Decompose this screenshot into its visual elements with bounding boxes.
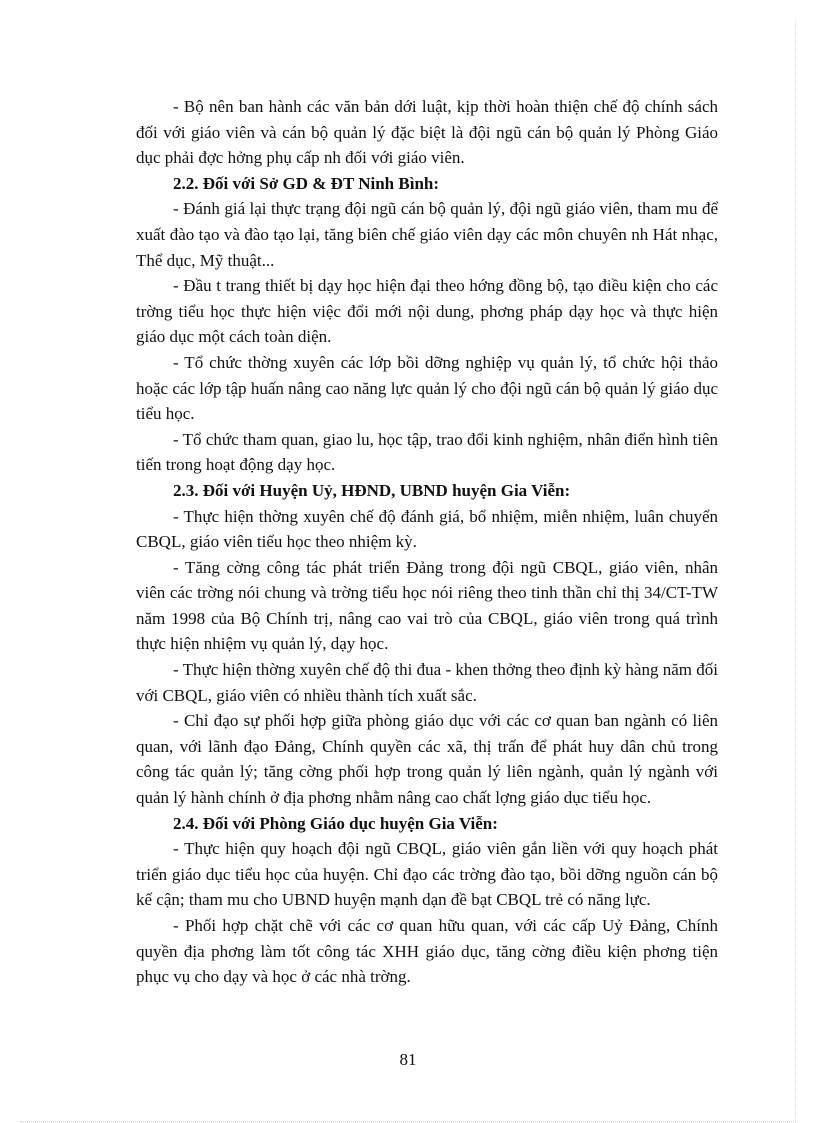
section-heading-2-2: 2.2. Đối với Sở GD & ĐT Ninh Bình: bbox=[173, 173, 440, 193]
paragraph: - Tổ chức tham quan, giao lu, học tập, trao đổi kinh nghiệm, nhân điển hình tiên tiến trong hoạt động dạy học. bbox=[136, 429, 718, 475]
page-number: 81 bbox=[399, 1050, 417, 1069]
page-right-border bbox=[795, 20, 796, 1121]
page-bottom-border bbox=[20, 1121, 796, 1122]
paragraph: - Đánh giá lại thực trạng đội ngũ cán bộ quản lý, đội ngũ giáo viên, tham mu để xuất đào tạo và đào tạo lại, tăng biên chế giáo viên dạy các môn chuyên nh Hát nhạc, Thể dục, Mỹ thuật... bbox=[136, 199, 718, 270]
paragraph: - Thực hiện thờng xuyên chế độ đánh giá, bổ nhiệm, miễn nhiệm, luân chuyển CBQL, giáo viên tiểu học theo nhiệm kỳ. bbox=[136, 506, 718, 552]
section-heading-2-3: 2.3. Đối với Huyện Uỷ, HĐND, UBND huyện Gia Viễn: bbox=[173, 480, 571, 500]
paragraph: - Thực hiện thờng xuyên chế độ thi đua - khen thởng theo định kỳ hàng năm đối với CBQL, giáo viên có nhiều thành tích xuất sắc. bbox=[136, 660, 718, 705]
paragraph: - Đầu t trang thiết bị dạy học hiện đại theo hớng đồng bộ, tạo điều kiện cho các trờng tiểu học thực hiện việc đổi mới nội dung, phơng pháp dạy học và thực hiện giáo dục một cách toàn diện. bbox=[136, 276, 718, 347]
paragraph: - Tổ chức thờng xuyên các lớp bồi dỡng nghiệp vụ quản lý, tổ chức hội thảo hoặc các lớp tập huấn nâng cao năng lực quản lý cho đội ngũ cán bộ quản lý giáo dục tiểu học. bbox=[136, 352, 718, 424]
paragraph: - Phối hợp chặt chẽ với các cơ quan hữu quan, với các cấp Uỷ Đảng, Chính quyền địa phơng làm tốt công tác XHH giáo dục, tăng cờng điều kiện phơng tiện phục vụ cho dạy và học ở các nhà trờng. bbox=[136, 916, 718, 987]
paragraph: - Tăng cờng công tác phát triển Đảng trong đội ngũ CBQL, giáo viên, nhân viên các trờng nói chung và trờng tiểu học nói riêng theo tinh thần chỉ thị 34/CT-TW năm 1998 của Bộ Chính trị, nâng cao vai trò của CBQL, giáo viên trong quá trình thực hiện nhiệm vụ quản lý, dạy học. bbox=[136, 557, 718, 654]
section-heading-2-4: 2.4. Đối với Phòng Giáo dục huyện Gia Viễn: bbox=[173, 813, 498, 833]
paragraph: - Thực hiện quy hoạch đội ngũ CBQL, giáo viên gắn liền với quy hoạch phát triển giáo dục tiểu học của huyện. Chỉ đạo các trờng đào tạo, bồi dỡng nguồn cán bộ kế cận; tham mu cho UBND huyện mạnh dạn đề bạt CBQL trẻ có năng lực. bbox=[136, 839, 718, 910]
page-body bbox=[136, 94, 718, 990]
paragraph: - Chỉ đạo sự phối hợp giữa phòng giáo dục với các cơ quan ban ngành có liên quan, với lãnh đạo Đảng, Chính quyền các xã, thị trấn để phát huy dân chủ trong công tác quản lý; tăng cờng phối hợp trong quản lý liên ngành, quản lý ngành với quản lý hành chính ở địa phơng nhằm nâng cao chất lợng giáo dục tiểu học. bbox=[136, 711, 718, 808]
paragraph: - Bộ nên ban hành các văn bản dới luật, kịp thời hoàn thiện chế độ chính sách đối với giáo viên và cán bộ quản lý đặc biệt là đội ngũ cán bộ quản lý Phòng Giáo dục phải đợc hởng phụ cấp nh đối với giáo viên. bbox=[136, 97, 718, 168]
